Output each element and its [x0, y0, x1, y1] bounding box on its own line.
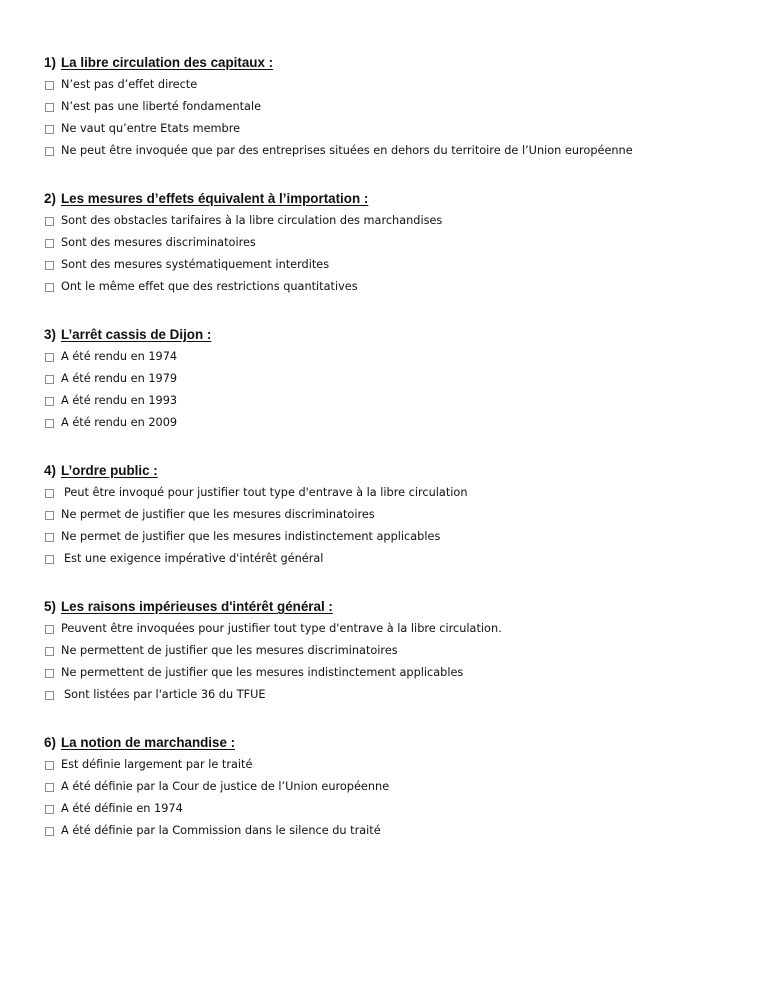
question-heading [44, 324, 744, 346]
question-number: 1) [44, 55, 56, 70]
question-heading [44, 596, 744, 618]
option-label: A été rendu en 2009 [61, 416, 178, 429]
option-label: N’est pas une liberté fondamentale [61, 100, 262, 113]
answer-option [44, 412, 744, 434]
checkbox[interactable] [45, 691, 54, 700]
checkbox[interactable] [45, 353, 54, 362]
question-2 [44, 188, 744, 298]
question-number: 3) [44, 327, 56, 342]
checkbox[interactable] [45, 261, 54, 270]
checkbox[interactable] [45, 783, 54, 792]
question-heading [44, 188, 744, 210]
option-label: Ne permet de justifier que les mesures discriminatoires [61, 508, 375, 521]
question-1 [44, 52, 744, 162]
checkbox[interactable] [45, 625, 54, 634]
option-label: A été définie par la Cour de justice de l’Union européenne [61, 780, 390, 793]
checkbox[interactable] [45, 81, 54, 90]
answer-option [44, 140, 744, 162]
checkbox[interactable] [45, 761, 54, 770]
answer-option [44, 798, 744, 820]
answer-option [44, 504, 744, 526]
question-number: 4) [44, 463, 56, 478]
checkbox[interactable] [45, 555, 54, 564]
question-title: L’arrêt cassis de Dijon : [61, 327, 212, 342]
question-title: La notion de marchandise : [61, 735, 236, 750]
answer-option [44, 526, 744, 548]
checkbox[interactable] [45, 147, 54, 156]
option-label: Ne permettent de justifier que les mesures indistinctement applicables [61, 666, 464, 679]
checkbox[interactable] [45, 217, 54, 226]
option-label: N’est pas d’effet directe [61, 78, 198, 91]
option-label: Ne permet de justifier que les mesures indistinctement applicables [61, 530, 441, 543]
answer-option [44, 640, 744, 662]
answer-option [44, 662, 744, 684]
checkbox[interactable] [45, 375, 54, 384]
option-label: A été définie par la Commission dans le silence du traité [61, 824, 381, 837]
option-label: A été rendu en 1974 [61, 350, 178, 363]
option-label: A été rendu en 1979 [61, 372, 178, 385]
question-title: Les raisons impérieuses d'intérêt général : [61, 599, 333, 614]
checkbox[interactable] [45, 397, 54, 406]
answer-option [44, 684, 744, 706]
option-label: Ont le même effet que des restrictions quantitatives [61, 280, 358, 293]
question-4 [44, 460, 744, 570]
answer-option [44, 346, 744, 368]
answer-option [44, 254, 744, 276]
option-label: Ne permettent de justifier que les mesures discriminatoires [61, 644, 398, 657]
option-label: Ne peut être invoquée que par des entreprises situées en dehors du territoire de l’Union européenne [61, 144, 633, 157]
question-title: L’ordre public : [61, 463, 158, 478]
checkbox[interactable] [45, 419, 54, 428]
answer-option [44, 276, 744, 298]
answer-option [44, 820, 744, 842]
checkbox[interactable] [45, 533, 54, 542]
answer-option [44, 754, 744, 776]
question-number: 2) [44, 191, 56, 206]
question-title: La libre circulation des capitaux : [61, 55, 274, 70]
checkbox[interactable] [45, 669, 54, 678]
option-label: Peut être invoqué pour justifier tout type d'entrave à la libre circulation [64, 486, 468, 499]
answer-option [44, 74, 744, 96]
option-label: Sont listées par l'article 36 du TFUE [64, 688, 266, 701]
option-label: Sont des obstacles tarifaires à la libre circulation des marchandises [61, 214, 443, 227]
answer-option [44, 368, 744, 390]
checkbox[interactable] [45, 805, 54, 814]
question-5 [44, 596, 744, 706]
question-number: 6) [44, 735, 56, 750]
option-label: Peuvent être invoquées pour justifier tout type d'entrave à la libre circulation. [61, 622, 502, 635]
option-label: Sont des mesures systématiquement interdites [61, 258, 330, 271]
question-3 [44, 324, 744, 434]
option-label: Sont des mesures discriminatoires [61, 236, 256, 249]
checkbox[interactable] [45, 647, 54, 656]
checkbox[interactable] [45, 511, 54, 520]
checkbox[interactable] [45, 239, 54, 248]
answer-option [44, 232, 744, 254]
question-number: 5) [44, 599, 56, 614]
question-heading [44, 52, 744, 74]
checkbox[interactable] [45, 489, 54, 498]
answer-option [44, 482, 744, 504]
question-heading [44, 460, 744, 482]
answer-option [44, 210, 744, 232]
option-label: A été définie en 1974 [61, 802, 183, 815]
answer-option [44, 776, 744, 798]
option-label: Ne vaut qu’entre Etats membre [61, 122, 241, 135]
question-6 [44, 732, 744, 842]
checkbox[interactable] [45, 827, 54, 836]
option-label: Est définie largement par le traité [61, 758, 253, 771]
checkbox[interactable] [45, 103, 54, 112]
option-label: Est une exigence impérative d'intérêt général [64, 552, 324, 565]
question-heading [44, 732, 744, 754]
option-label: A été rendu en 1993 [61, 394, 178, 407]
answer-option [44, 118, 744, 140]
answer-option [44, 548, 744, 570]
checkbox[interactable] [45, 125, 54, 134]
question-title: Les mesures d’effets équivalent à l’importation : [61, 191, 369, 206]
answer-option [44, 618, 744, 640]
checkbox[interactable] [45, 283, 54, 292]
answer-option [44, 390, 744, 412]
answer-option [44, 96, 744, 118]
